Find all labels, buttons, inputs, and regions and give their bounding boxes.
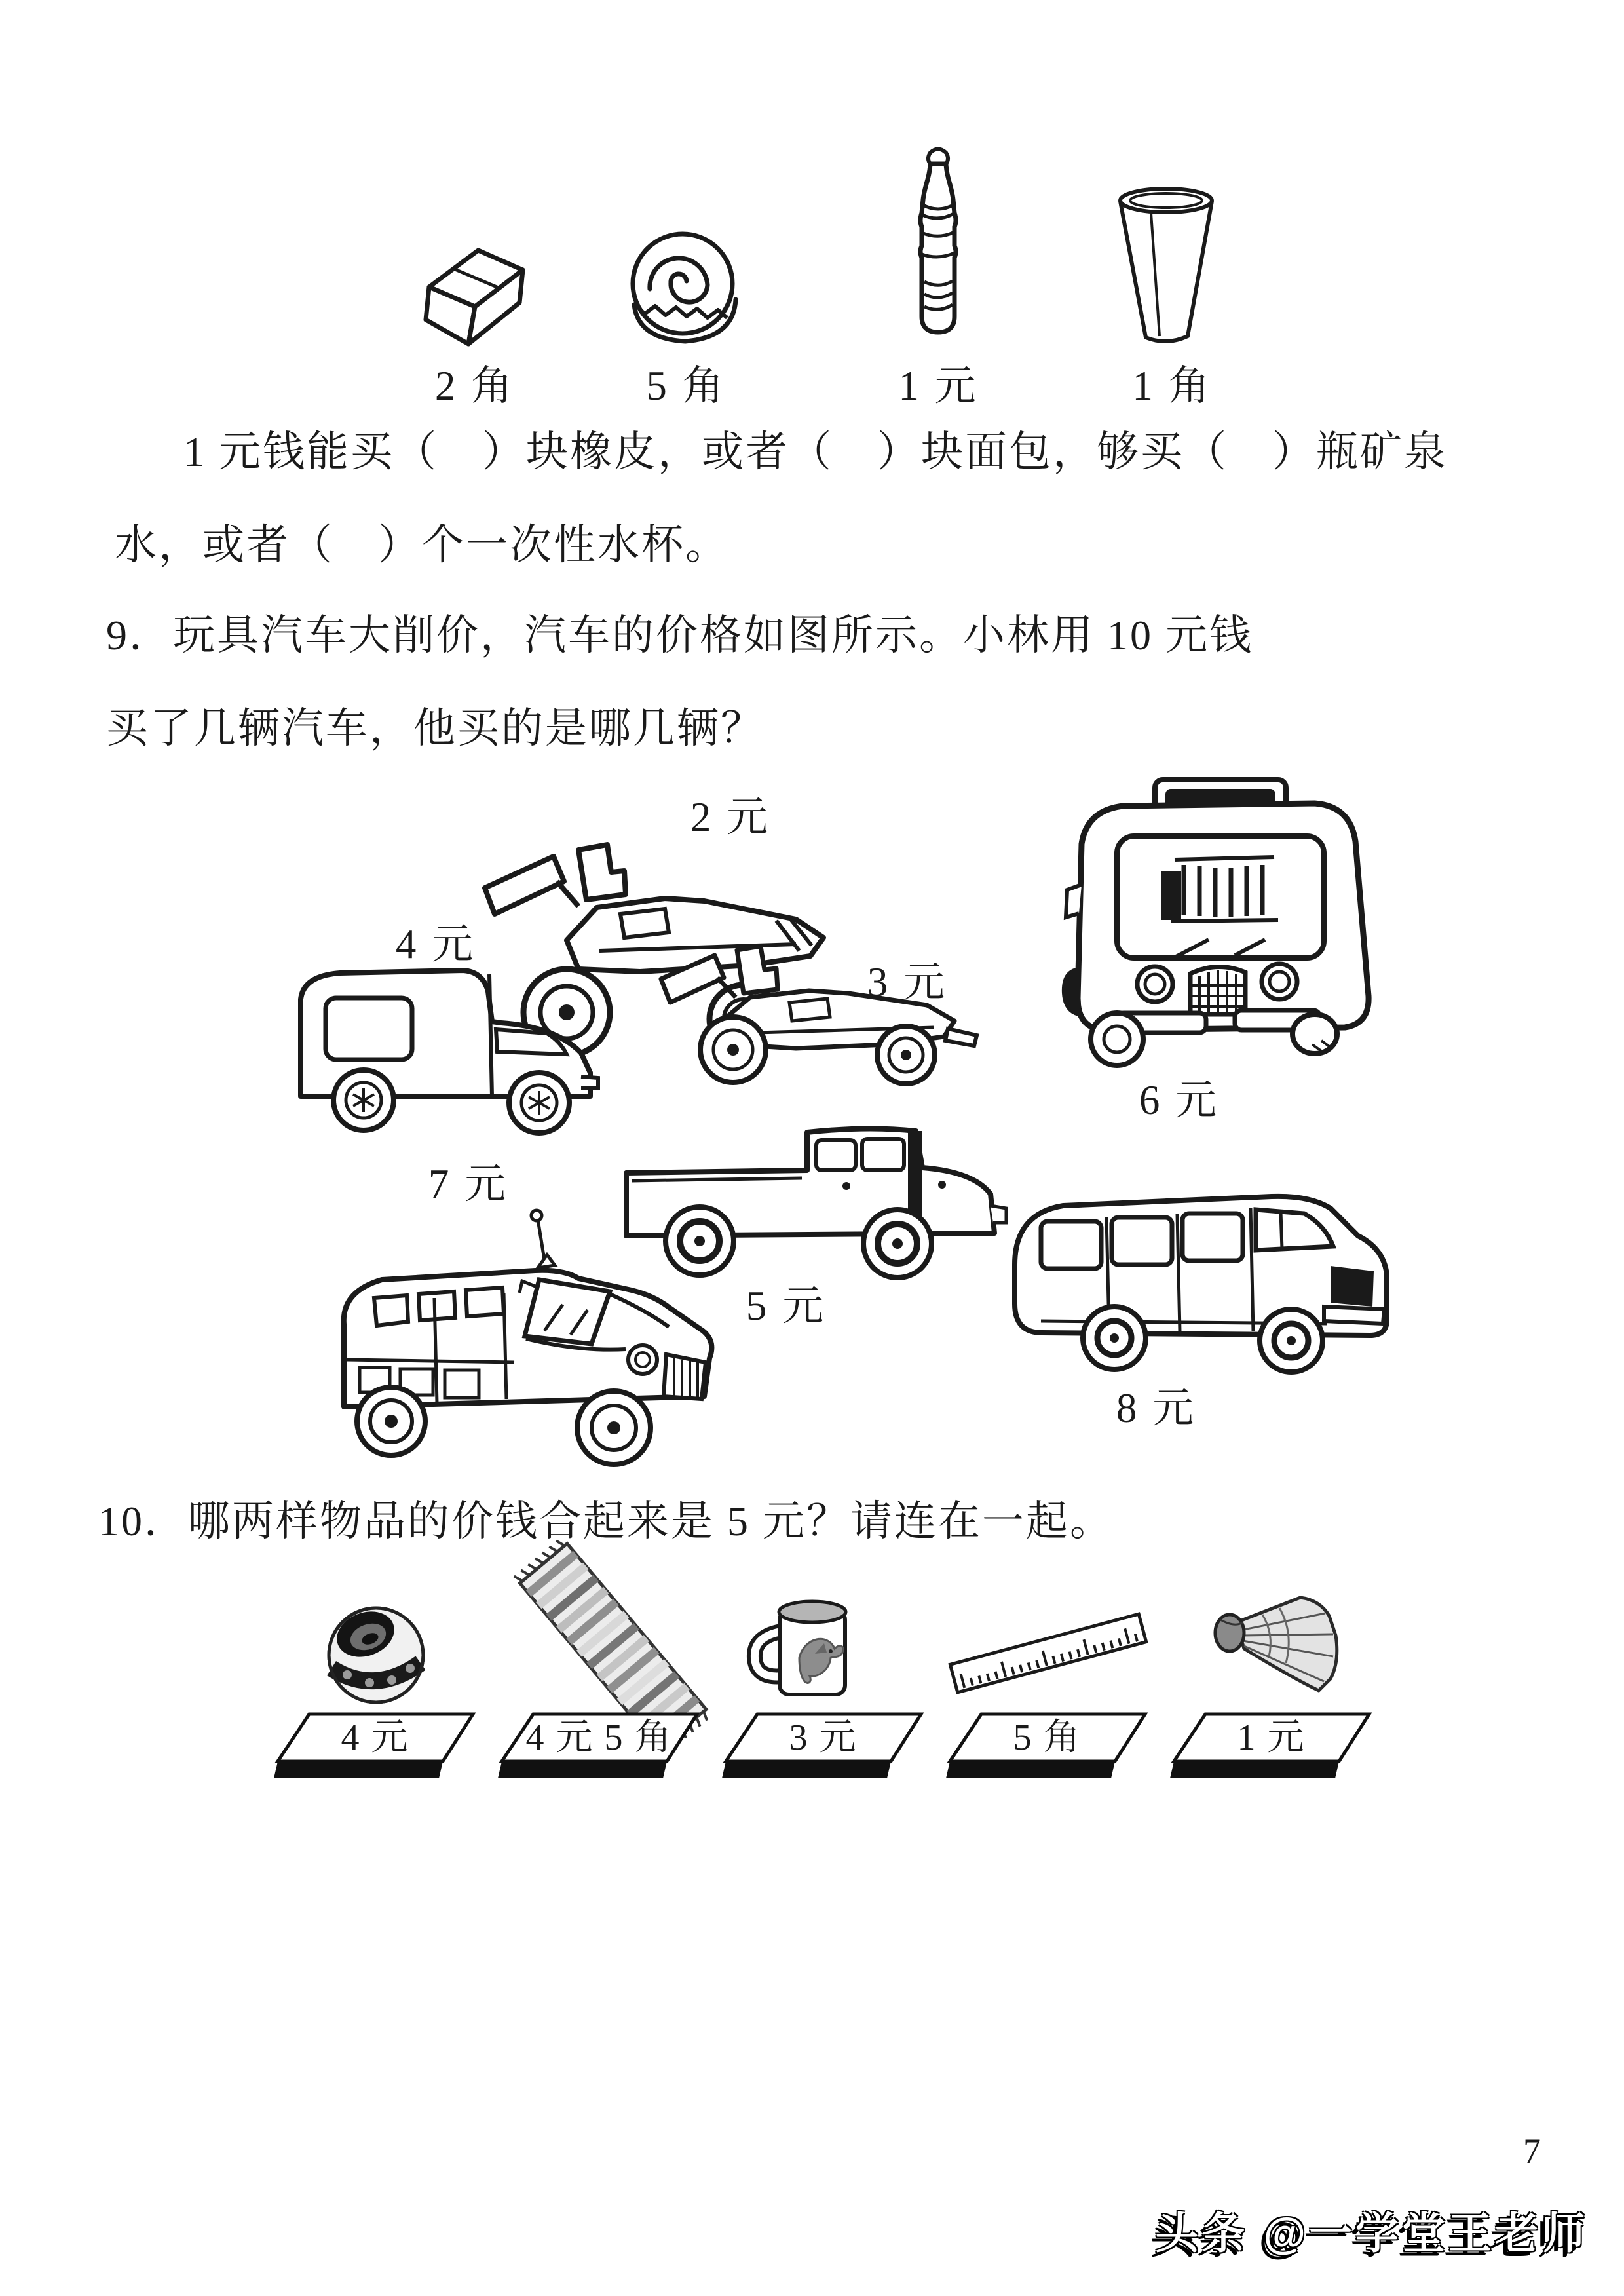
minibus-price-label: 8 元: [1116, 1385, 1197, 1431]
delivery-van-illustration: [285, 953, 613, 1143]
pickup-truck-illustration: [616, 1107, 1022, 1291]
formula-race-car-2-price-label: 3 元: [867, 959, 948, 1005]
mat-illustration: [518, 1584, 714, 1715]
page-number: 7: [1523, 2132, 1541, 2171]
paper-cup-illustration: [1110, 180, 1222, 354]
shuttlecock-price-label: 1 元: [1237, 1717, 1306, 1758]
water-bottle-illustration: [901, 147, 976, 354]
police-car-price-label: 7 元: [428, 1161, 509, 1207]
price-tag: [269, 1712, 478, 1784]
bus-price-label: 6 元: [1139, 1077, 1220, 1123]
ball-price-label: 4 元: [341, 1717, 409, 1758]
question9-line2: 买了几辆汽车，他买的是哪几辆？: [106, 705, 765, 752]
ruler-price-label: 5 角: [1013, 1717, 1082, 1758]
question9-line1: 9．玩具汽车大削价，汽车的价格如图所示。小林用 10 元钱: [106, 612, 1253, 659]
question8-line2: 水，或者（ ）个一次性水杯。: [115, 522, 729, 568]
price-tag: [941, 1712, 1150, 1784]
minibus-illustration: [999, 1166, 1399, 1383]
pickup-truck-price-label: 5 元: [746, 1283, 827, 1329]
bus-illustration: [1019, 773, 1425, 1068]
ruler-illustration: [947, 1609, 1150, 1697]
paper-cup-price-label: 1 角: [1132, 363, 1213, 409]
shuttlecock-illustration: [1202, 1594, 1343, 1702]
watermark: 头条 @一学堂王老师: [1155, 2209, 1588, 2257]
mug-price-label: 3 元: [789, 1717, 858, 1758]
price-tag: [493, 1712, 702, 1784]
bread-price-label: 5 角: [646, 363, 727, 409]
question8-line1: 1 元钱能买（ ）块橡皮，或者（ ）块面包，够买（ ）瓶矿泉: [183, 429, 1448, 475]
mat-price-label: 4 元 5 角: [525, 1717, 673, 1758]
delivery-van-price-label: 4 元: [395, 921, 476, 967]
water-bottle-price-label: 1 元: [898, 363, 979, 409]
price-tag: [717, 1712, 926, 1784]
bread-illustration: [609, 226, 763, 354]
price-tag: [1165, 1712, 1374, 1784]
question10-text: 10．哪两样物品的价钱合起来是 5 元？请连在一起。: [98, 1498, 1114, 1544]
eraser-illustration: [413, 236, 537, 351]
ball-illustration: [322, 1600, 430, 1708]
eraser-price-label: 2 角: [434, 363, 516, 409]
mug-illustration: [747, 1591, 875, 1709]
formula-race-car-price-label: 2 元: [690, 794, 771, 840]
